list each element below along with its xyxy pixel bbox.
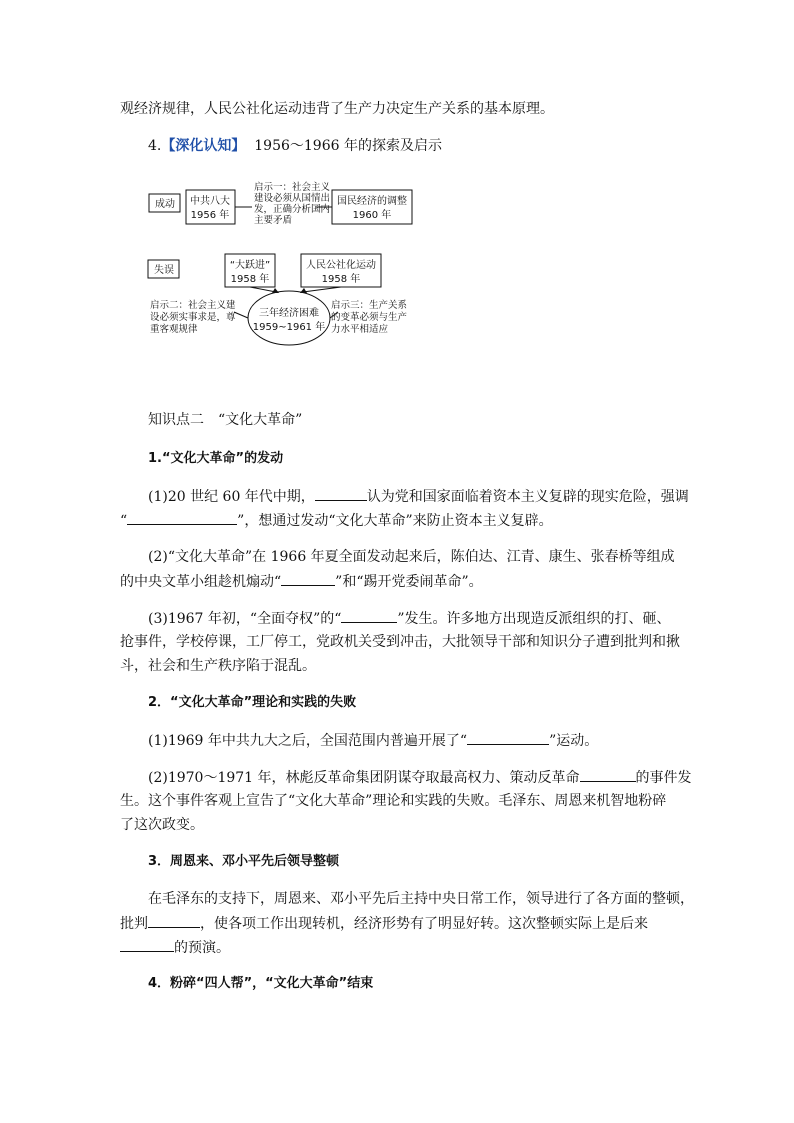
ellipse-line2: 1959~1961 年 bbox=[252, 322, 326, 333]
s3-p1-line1: 在毛泽东的支持下，周恩来、邓小平先后主持中央日常工作，领导进行了各方面的整顿， bbox=[148, 891, 694, 907]
s1-p3-b: ”发生。许多地方出现造反派组织的打、砸、 bbox=[397, 611, 671, 627]
tiaozheng-line1: 国民经济的调整 bbox=[337, 196, 407, 207]
s3-heading: 3．周恩来、邓小平先后领导整顿 bbox=[148, 854, 340, 869]
s2-p2-line3: 了这次政变。 bbox=[120, 817, 204, 833]
s1-p3-line3: 斗，社会和生产秩序陷于混乱。 bbox=[120, 658, 316, 674]
blank-3[interactable] bbox=[281, 571, 335, 586]
box-bada bbox=[186, 190, 235, 224]
s1-p3-line2: 抢事件，学校停课，工厂停工，党政机关受到冲击，大批领导干部和知识分子遭到批判和揪 bbox=[120, 634, 680, 650]
section4-num: 4. bbox=[148, 138, 162, 154]
dayuejin-line2: 1958 年 bbox=[230, 274, 270, 285]
s2-p1-b: ”运动。 bbox=[549, 733, 599, 749]
s1-p1-c: “ bbox=[120, 513, 128, 529]
bada-line1: 中共八大 bbox=[190, 196, 230, 207]
failure-label: 失误 bbox=[154, 265, 174, 276]
success-label: 成动 bbox=[155, 199, 175, 210]
s1-p1-b: 认为党和国家面临着资本主义复辟的现实危险，强调 bbox=[366, 489, 689, 505]
s3-p1-d: 的预演。 bbox=[174, 940, 230, 956]
blank-1[interactable] bbox=[315, 486, 367, 501]
qishi1-line3: 发，正确分析国内 bbox=[254, 204, 331, 215]
s2-p2-b: 的事件发 bbox=[635, 770, 692, 786]
s2-p2-a: (2)1970～1971 年，林彪反革命集团阴谋夺取最高权力、策动反革命 bbox=[148, 770, 580, 786]
top-line: 观经济规律，人民公社化运动违背了生产力决定生产关系的基本原理。 bbox=[120, 101, 554, 117]
s1-p2-b: 的中央文革小组趁机煽动“ bbox=[120, 574, 282, 590]
qishi1-line4: 主要矛盾 bbox=[254, 215, 293, 226]
s2-p1 bbox=[148, 730, 598, 751]
s3-p1-line3 bbox=[120, 937, 230, 958]
failure-label-box bbox=[148, 260, 179, 278]
s1-p2-c: ”和“踢开党委闹革命”。 bbox=[335, 574, 483, 590]
s3-p1-b: 批判 bbox=[120, 916, 148, 932]
knowledge2-title: 知识点二 “文化大革命” bbox=[148, 412, 303, 428]
s1-p1-d: ”，想通过发动“文化大革命”来防止资本主义复辟。 bbox=[237, 513, 553, 529]
blank-5[interactable] bbox=[467, 730, 549, 745]
qishi1-line1: 启示一：社会主义 bbox=[254, 182, 331, 193]
s1-p1-line1 bbox=[148, 486, 689, 507]
qishi2-line3: 重客观规律 bbox=[150, 324, 198, 335]
box-tiaozheng bbox=[332, 190, 412, 224]
blank-8[interactable] bbox=[120, 937, 174, 952]
s2-p1-a: (1)1969 年中共九大之后，全国范围内普遍开展了“ bbox=[148, 733, 468, 749]
section4-title-text: 1956～1966 年的探索及启示 bbox=[254, 138, 442, 154]
s1-p2-line1: (2)“文化大革命”在 1966 年夏全面发动起来后，陈伯达、江青、康生、张春桥等组成 bbox=[148, 549, 675, 565]
s1-p1-a: (1)20 世纪 60 年代中期， bbox=[148, 489, 315, 505]
ellipse-line1: 三年经济困难 bbox=[259, 308, 319, 319]
qishi3-line3: 力水平相适应 bbox=[331, 324, 389, 335]
s1-heading: 1.“文化大革命”的发动 bbox=[148, 451, 284, 466]
s1-p1-line2 bbox=[120, 510, 553, 531]
qishi3-line1: 启示三：生产关系 bbox=[331, 300, 408, 311]
gongshe-line2: 1958 年 bbox=[321, 274, 361, 285]
qishi3-line2: 的变革必须与生产 bbox=[331, 312, 408, 323]
bada-line2: 1956 年 bbox=[190, 210, 230, 221]
qishi1-line2: 建设必须从国情出 bbox=[254, 193, 331, 204]
gongshe-line1: 人民公社化运动 bbox=[306, 260, 376, 271]
blank-7[interactable] bbox=[148, 913, 200, 928]
s1-p3-line1 bbox=[148, 608, 671, 629]
qishi2-line1: 启示二：社会主义建 bbox=[150, 300, 236, 311]
section4-tag: 【深化认知】 bbox=[161, 138, 246, 154]
s4-heading: 4．粉碎“四人帮”，“文化大革命”结束 bbox=[148, 976, 374, 991]
s1-p3-a: (3)1967 年初，“全面夺权”的“ bbox=[148, 611, 342, 627]
s2-p2-line2: 生。这个事件客观上宣告了“文化大革命”理论和实践的失败。毛泽东、周恩来机智地粉碎 bbox=[120, 793, 667, 809]
s3-p1-c: ，使各项工作出现转机，经济形势有了明显好转。这次整顿实际上是后来 bbox=[200, 916, 648, 932]
s1-p2-line2 bbox=[120, 571, 483, 592]
tiaozheng-line2: 1960 年 bbox=[352, 210, 392, 221]
blank-4[interactable] bbox=[341, 608, 397, 623]
section4-title bbox=[148, 136, 442, 156]
s2-heading: 2．“文化大革命”理论和实践的失败 bbox=[148, 695, 357, 710]
blank-2[interactable] bbox=[127, 510, 237, 525]
s2-p2-line1 bbox=[148, 767, 692, 788]
success-label-box bbox=[149, 194, 180, 212]
s3-p1-line2 bbox=[120, 913, 648, 934]
blank-6[interactable] bbox=[580, 767, 636, 782]
qishi2-line2: 设必须实事求是，尊 bbox=[150, 312, 236, 323]
ellipse-kunnan bbox=[248, 291, 330, 345]
box-gongshe bbox=[301, 254, 381, 287]
dayuejin-line1: “大跃进” bbox=[229, 260, 271, 271]
box-dayuejin bbox=[225, 254, 275, 287]
